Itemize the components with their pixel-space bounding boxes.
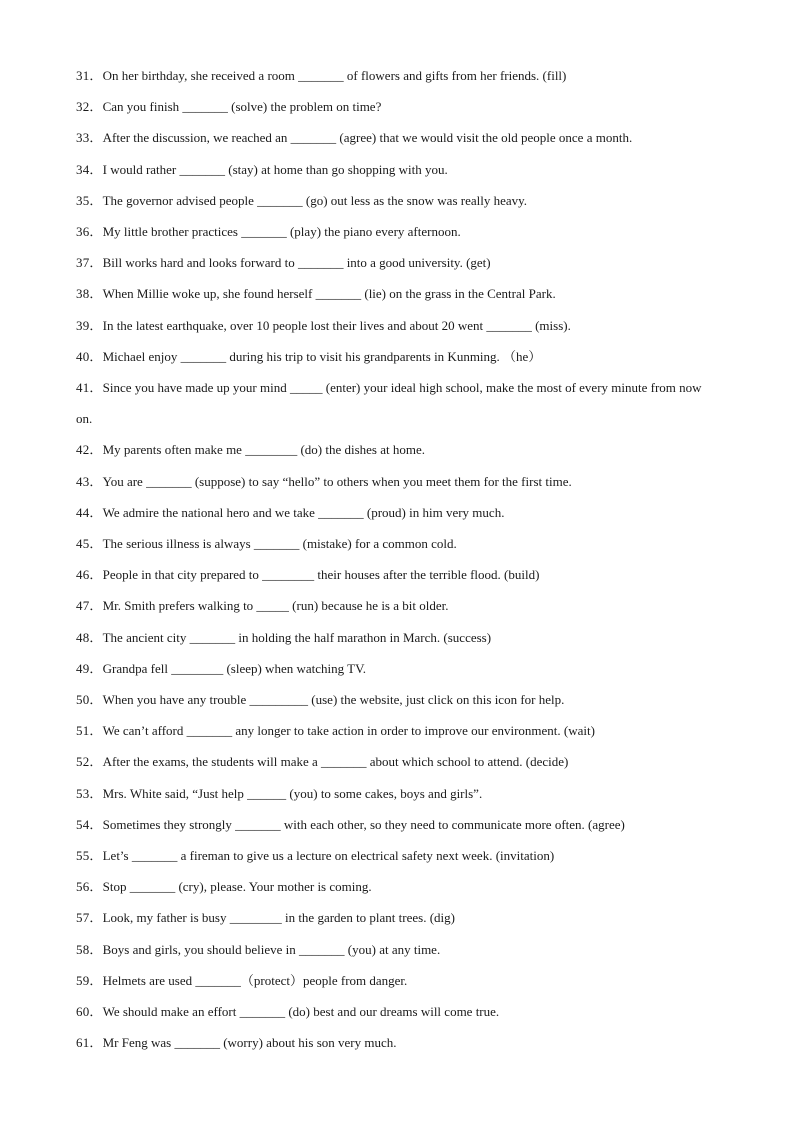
question-number: 43． — [76, 473, 103, 489]
question-41 — [76, 372, 716, 434]
question-59 — [76, 965, 716, 996]
question-54 — [76, 809, 716, 840]
question-number: 33． — [76, 130, 103, 146]
question-number: 45． — [76, 536, 103, 552]
question-text: In the latest earthquake, over 10 people lost their lives and about 20 went _______ (miss). — [102, 317, 571, 333]
question-text: Can you finish _______ (solve) the problem on time? — [102, 99, 382, 115]
question-list — [76, 60, 716, 1059]
question-37 — [76, 247, 716, 278]
question-text: Helmets are used _______（protect）people from danger. — [102, 972, 408, 988]
question-number: 54． — [76, 816, 103, 832]
question-45 — [76, 528, 716, 559]
question-number: 38． — [76, 286, 103, 302]
question-40 — [76, 341, 716, 372]
question-text: Let’s _______ a fireman to give us a lecture on electrical safety next week. (invitation) — [102, 848, 555, 864]
question-33 — [76, 122, 716, 153]
question-number: 55． — [76, 848, 103, 864]
question-60 — [76, 996, 716, 1027]
question-36 — [76, 216, 716, 247]
question-text: When you have any trouble _________ (use) the website, just click on this icon for help. — [102, 692, 565, 708]
question-number: 52． — [76, 754, 103, 770]
question-35 — [76, 185, 716, 216]
question-number: 46． — [76, 567, 103, 583]
question-46 — [76, 559, 716, 590]
question-number: 60． — [76, 1004, 103, 1020]
question-number: 53． — [76, 785, 103, 801]
question-text: My little brother practices _______ (play) the piano every afternoon. — [102, 224, 461, 240]
question-text: The serious illness is always _______ (mistake) for a common cold. — [102, 536, 457, 552]
question-51 — [76, 715, 716, 746]
question-text: People in that city prepared to ________ their houses after the terrible flood. (build) — [102, 567, 540, 583]
question-text: Mr Feng was _______ (worry) about his son very much. — [102, 1035, 397, 1051]
question-57 — [76, 902, 716, 933]
question-number: 57． — [76, 910, 103, 926]
question-text: The ancient city _______ in holding the half marathon in March. (success) — [102, 629, 492, 645]
question-53 — [76, 778, 716, 809]
question-text: We should make an effort _______ (do) best and our dreams will come true. — [102, 1004, 500, 1020]
question-43 — [76, 466, 716, 497]
question-47 — [76, 590, 716, 621]
question-34 — [76, 154, 716, 185]
question-text: When Millie woke up, she found herself _______ (lie) on the grass in the Central Park. — [102, 286, 556, 302]
question-text: Since you have made up your mind _____ (enter) your ideal high school, make the most of every minute from now on. — [76, 380, 702, 427]
question-text: My parents often make me ________ (do) the dishes at home. — [102, 442, 426, 458]
question-text: The governor advised people _______ (go) out less as the snow was really heavy. — [102, 192, 528, 208]
question-number: 36． — [76, 224, 103, 240]
question-text: On her birthday, she received a room _______ of flowers and gifts from her friends. (fill) — [102, 68, 567, 83]
question-number: 58． — [76, 941, 103, 957]
question-number: 31． — [76, 68, 103, 83]
question-number: 56． — [76, 879, 103, 895]
question-number: 35． — [76, 192, 103, 208]
question-56 — [76, 871, 716, 902]
question-number: 34． — [76, 161, 103, 177]
question-text: We can’t afford _______ any longer to take action in order to improve our environment. (wait) — [102, 723, 595, 739]
question-text: Stop _______ (cry), please. Your mother is coming. — [102, 879, 372, 895]
question-text: I would rather _______ (stay) at home than go shopping with you. — [102, 161, 448, 177]
question-55 — [76, 840, 716, 871]
question-number: 47． — [76, 598, 103, 614]
question-text: Grandpa fell ________ (sleep) when watching TV. — [102, 660, 367, 676]
question-32 — [76, 91, 716, 122]
question-text: Look, my father is busy ________ in the garden to plant trees. (dig) — [102, 910, 455, 926]
question-text: Sometimes they strongly _______ with each other, so they need to communicate more often. (agree) — [102, 816, 625, 832]
question-number: 44． — [76, 504, 103, 520]
question-text: After the discussion, we reached an _______ (agree) that we would visit the old people once a month. — [102, 130, 633, 146]
question-number: 40． — [76, 348, 103, 364]
question-number: 42． — [76, 442, 103, 458]
question-number: 49． — [76, 660, 103, 676]
question-text: Boys and girls, you should believe in _______ (you) at any time. — [102, 941, 441, 957]
question-52 — [76, 746, 716, 777]
question-58 — [76, 934, 716, 965]
question-number: 61． — [76, 1035, 103, 1051]
question-48 — [76, 622, 716, 653]
question-number: 37． — [76, 255, 103, 271]
question-text: Mr. Smith prefers walking to _____ (run) because he is a bit older. — [102, 598, 449, 614]
question-44 — [76, 497, 716, 528]
question-number: 51． — [76, 723, 103, 739]
question-42 — [76, 434, 716, 465]
question-text: We admire the national hero and we take _______ (proud) in him very much. — [102, 504, 505, 520]
question-number: 48． — [76, 629, 103, 645]
question-61 — [76, 1027, 716, 1058]
question-39 — [76, 310, 716, 341]
question-number: 39． — [76, 317, 103, 333]
question-text: Bill works hard and looks forward to _______ into a good university. (get) — [102, 255, 491, 271]
question-number: 32． — [76, 99, 103, 115]
question-text: Michael enjoy _______ during his trip to visit his grandparents in Kunming. （he） — [102, 348, 542, 364]
question-text: You are _______ (suppose) to say “hello” to others when you meet them for the first time. — [102, 473, 572, 489]
question-38 — [76, 278, 716, 309]
question-31 — [76, 60, 716, 91]
question-number: 59． — [76, 972, 103, 988]
question-number: 41． — [76, 380, 103, 396]
question-50 — [76, 684, 716, 715]
question-text: After the exams, the students will make a _______ about which school to attend. (decide) — [102, 754, 569, 770]
question-49 — [76, 653, 716, 684]
question-text: Mrs. White said, “Just help ______ (you) to some cakes, boys and girls”. — [102, 785, 483, 801]
question-number: 50． — [76, 692, 103, 708]
